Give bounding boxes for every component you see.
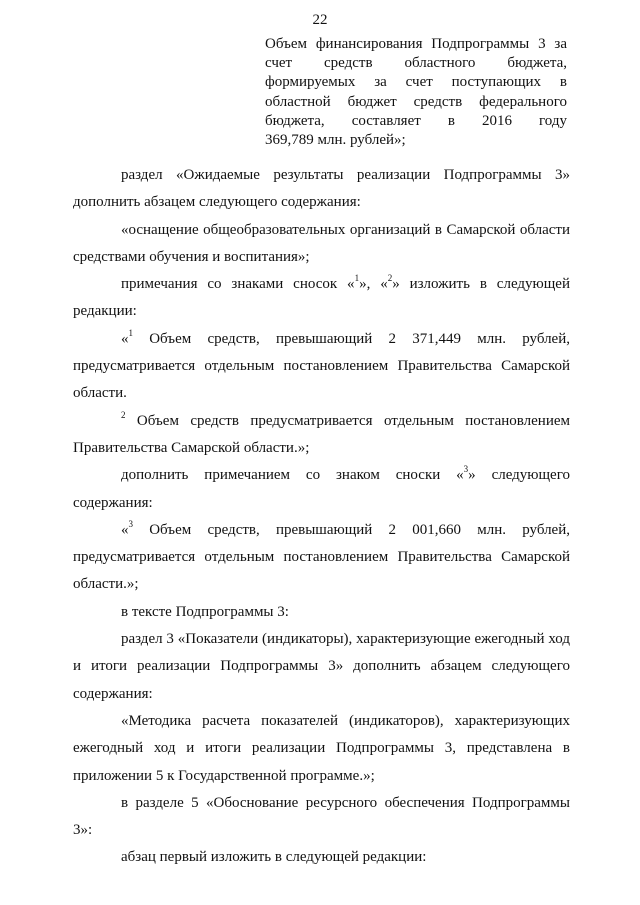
paragraph [73,326,570,408]
footnote-mark: 2 [387,273,393,284]
paragraph: раздел «Ожидаемые результаты реализации Подпрограммы 3» дополнить абзацем следующего содержания: [73,167,570,211]
quoted-line: Объем финансирования Подпрограммы 3 за [265,36,567,52]
paragraph-text: « [121,521,129,538]
paragraph-text: Объем средств, превышающий 2 371,449 млн. рублей, предусматривается отдельным постановлением Правительства Самарской области. [73,330,570,402]
footnote-mark: 1 [354,273,360,284]
paragraph-text: дополнить примечанием со знаком сноски « [121,467,464,484]
footnote-mark: 1 [128,327,133,338]
paragraph-text: примечания со знаками сносок « [121,276,355,293]
quoted-line: 369,789 млн. рублей»; [265,132,406,149]
page-number: 22 [312,12,328,28]
paragraph [73,408,570,463]
paragraph: «оснащение общеобразовательных организаций в Самарской области средствами обучения и воспитания»; [73,221,570,265]
quoted-line: счет средств областного бюджета, [265,55,567,72]
document-body [73,162,570,872]
footnote-mark: 2 [121,409,126,420]
paragraph-text: » изложить в следующей редакции: [73,276,570,320]
paragraph [73,271,570,326]
paragraph-text: Объем средств, превышающий 2 001,660 млн. рублей, предусматривается отдельным постановлением Правительства Самарской области.»; [73,521,570,593]
paragraph-text: Объем средств предусматривается отдельным постановлением Правительства Самарской области.»; [73,412,570,456]
quoted-funding-block [265,35,567,150]
paragraph [73,517,570,599]
footnote-mark: 3 [463,464,469,475]
paragraph: «Методика расчета показателей (индикаторов), характеризующих ежегодный ход и итоги реализации Подпрограммы 3, представлена в приложении 5 к Государственной программе.»; [73,712,570,784]
paragraph-text: » следующего содержания: [73,467,570,511]
paragraph-text: « [121,330,129,347]
paragraph: абзац первый изложить в следующей редакции: [121,849,427,866]
paragraph: раздел 3 «Показатели (индикаторы), характеризующие ежегодный ход и итоги реализации Подпрограммы 3» дополнить абзацем следующего содержания: [73,631,570,702]
paragraph-text: », « [359,276,388,293]
paragraph: в разделе 5 «Обоснование ресурсного обеспечения Подпрограммы 3»: [73,794,570,839]
quoted-line: бюджета, составляет в 2016 году [265,112,567,129]
quoted-line: формируемых за счет поступающих в [265,74,567,91]
paragraph: в тексте Подпрограммы 3: [121,603,289,620]
footnote-mark: 3 [128,518,133,529]
paragraph [73,462,570,517]
quoted-line: областной бюджет средств федерального [265,93,567,110]
